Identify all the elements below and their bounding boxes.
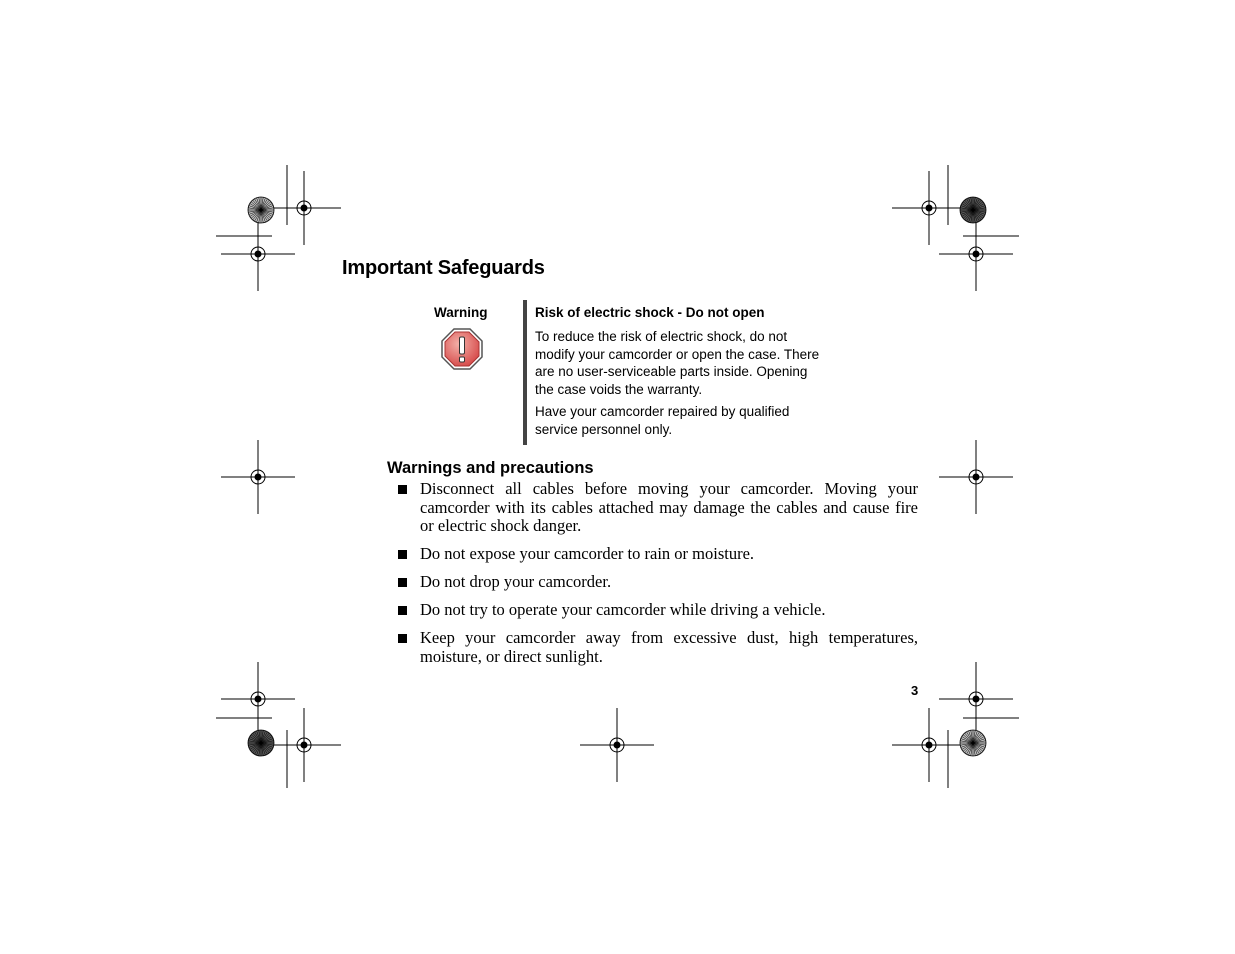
- registration-crosshair: [267, 171, 341, 245]
- registration-starburst: [248, 730, 274, 756]
- square-bullet-icon: [398, 634, 407, 643]
- list-item-text: Do not expose your camcorder to rain or moisture.: [420, 544, 755, 563]
- registration-crosshair: [892, 708, 966, 782]
- registration-crosshair: [580, 708, 654, 782]
- registration-crosshair: [221, 440, 295, 514]
- square-bullet-icon: [398, 485, 407, 494]
- registration-crosshair: [939, 440, 1013, 514]
- warning-octagon-icon: [441, 328, 483, 375]
- registration-crosshair: [221, 662, 295, 736]
- list-item-text: Disconnect all cables before moving your camcorder. Moving your camcorder with its cables attached may damage the cables and cause fire or electric shock danger.: [420, 479, 918, 535]
- warning-heading: Risk of electric shock - Do not open: [535, 305, 765, 320]
- registration-crosshair: [221, 217, 295, 291]
- list-item-text: Keep your camcorder away from excessive dust, high temperatures, moisture, or direct sunlight.: [420, 628, 918, 666]
- list-item: [398, 601, 918, 620]
- list-item-text: Do not drop your camcorder.: [420, 572, 612, 591]
- registration-starburst: [248, 197, 274, 223]
- list-item-text: Do not try to operate your camcorder while driving a vehicle.: [420, 600, 826, 619]
- square-bullet-icon: [398, 578, 407, 587]
- page-number: 3: [911, 683, 919, 698]
- registration-starburst: [960, 197, 986, 223]
- warning-paragraph: To reduce the risk of electric shock, do not modify your camcorder or open the case. There are no user-serviceable parts inside. Opening the case voids the warranty.: [535, 329, 820, 397]
- list-item: [398, 480, 918, 536]
- registration-crosshair: [892, 171, 966, 245]
- page-title: Important Safeguards: [342, 257, 545, 279]
- list-item: [398, 629, 918, 666]
- registration-crosshair: [267, 708, 341, 782]
- warning-paragraph: Have your camcorder repaired by qualified service personnel only.: [535, 404, 790, 437]
- list-item: [398, 573, 918, 592]
- warning-divider: [523, 300, 527, 445]
- square-bullet-icon: [398, 606, 407, 615]
- list-item: [398, 545, 918, 564]
- registration-starburst: [960, 730, 986, 756]
- registration-crosshair: [939, 662, 1013, 736]
- square-bullet-icon: [398, 550, 407, 559]
- section-heading: Warnings and precautions: [387, 459, 594, 477]
- warning-label: Warning: [434, 305, 488, 320]
- registration-crosshair: [939, 217, 1013, 291]
- precautions-list: [398, 480, 918, 676]
